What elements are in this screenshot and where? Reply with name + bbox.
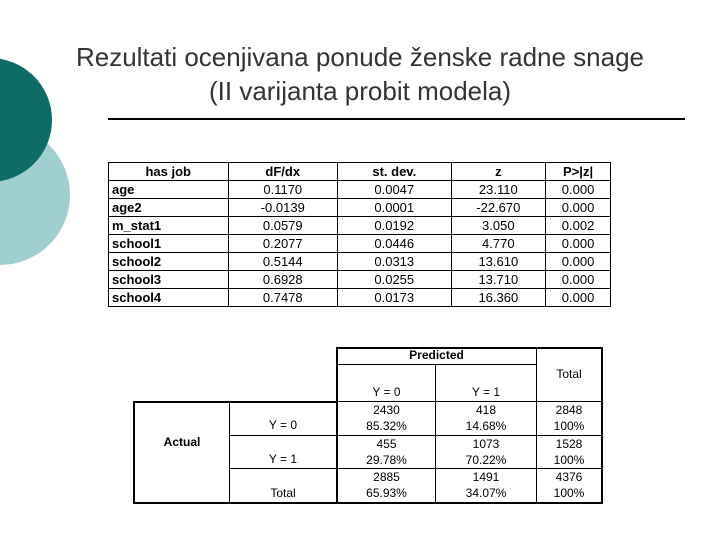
cell-dfdx: 0.5144 xyxy=(228,253,338,271)
cell-count: 2848 xyxy=(555,403,583,417)
classification-table xyxy=(133,347,603,504)
cell-percent: 70.22% xyxy=(465,453,507,467)
row-label: age xyxy=(109,181,229,199)
header-z: z xyxy=(451,163,546,181)
table-row xyxy=(109,217,611,235)
cell-percent: 34.07% xyxy=(465,486,507,500)
cell-p-value: 0.000 xyxy=(546,271,611,289)
table-row xyxy=(109,199,611,217)
row-label: age2 xyxy=(109,199,229,217)
row-label: school4 xyxy=(109,289,229,307)
cell-p-value: 0.000 xyxy=(546,199,611,217)
cell-std-dev: 0.0173 xyxy=(338,289,451,307)
border-line xyxy=(133,401,338,403)
cell-std-dev: 0.0313 xyxy=(338,253,451,271)
cell-count: 1073 xyxy=(472,437,500,451)
header-has-job: has job xyxy=(109,163,229,181)
cell-percent: 85.32% xyxy=(366,419,407,433)
cell-p-value: 0.000 xyxy=(546,253,611,271)
table-row xyxy=(109,253,611,271)
col-total-label: Total xyxy=(556,367,582,381)
cell-percent: 100% xyxy=(553,486,585,500)
row-label: school3 xyxy=(109,271,229,289)
col-y0-label: Y = 0 xyxy=(372,385,401,399)
header-dfdx: dF/dx xyxy=(228,163,338,181)
cell-z: -22.670 xyxy=(451,199,546,217)
cell-z: 23.110 xyxy=(451,181,546,199)
header-std-dev: st. dev. xyxy=(338,163,451,181)
row-y0-label: Y = 0 xyxy=(268,418,298,432)
cell-percent: 100% xyxy=(553,419,585,433)
border-line xyxy=(336,364,536,365)
cell-percent: 14.68% xyxy=(465,419,507,433)
cell-count: 455 xyxy=(376,437,397,451)
title-line-2: (II varijanta probit modela) xyxy=(208,76,512,106)
border-line xyxy=(133,401,135,504)
row-label: school1 xyxy=(109,235,229,253)
cell-std-dev: 0.0255 xyxy=(338,271,451,289)
predicted-label: Predicted xyxy=(409,348,464,362)
slide-title xyxy=(40,40,680,108)
cell-z: 16.360 xyxy=(451,289,546,307)
cell-dfdx: 0.0579 xyxy=(228,217,338,235)
title-line-1: Rezultati ocenjivana ponude ženske radne snage xyxy=(75,42,645,72)
cell-count: 1491 xyxy=(472,470,500,484)
cell-count: 2885 xyxy=(373,470,400,484)
cell-count: 4376 xyxy=(555,470,583,484)
cell-percent: 65.93% xyxy=(366,486,407,500)
cell-count: 2430 xyxy=(373,403,400,417)
table-row xyxy=(109,271,611,289)
cell-z: 13.610 xyxy=(451,253,546,271)
cell-percent: 29.78% xyxy=(366,453,407,467)
cell-p-value: 0.000 xyxy=(546,289,611,307)
col-y1-label: Y = 1 xyxy=(471,385,501,399)
table-row xyxy=(109,289,611,307)
cell-std-dev: 0.0001 xyxy=(338,199,451,217)
row-label: m_stat1 xyxy=(109,217,229,235)
header-p-value: P>|z| xyxy=(546,163,611,181)
actual-label: Actual xyxy=(163,435,201,449)
cell-count: 1528 xyxy=(555,437,583,451)
cell-p-value: 0.000 xyxy=(546,235,611,253)
cell-z: 4.770 xyxy=(451,235,546,253)
cell-dfdx: 0.6928 xyxy=(228,271,338,289)
cell-dfdx: -0.0139 xyxy=(228,199,338,217)
table-row xyxy=(109,235,611,253)
cell-p-value: 0.000 xyxy=(546,181,611,199)
coefficients-header-row xyxy=(109,163,611,181)
cell-std-dev: 0.0446 xyxy=(338,235,451,253)
cell-z: 13.710 xyxy=(451,271,546,289)
border-line xyxy=(133,502,603,504)
cell-percent: 100% xyxy=(553,453,585,467)
table-row xyxy=(109,181,611,199)
coefficients-table xyxy=(108,162,611,307)
cell-count: 418 xyxy=(475,403,497,417)
cell-std-dev: 0.0047 xyxy=(338,181,451,199)
cell-z: 3.050 xyxy=(451,217,546,235)
border-line xyxy=(601,347,603,504)
cell-dfdx: 0.1170 xyxy=(228,181,338,199)
row-total-label: Total xyxy=(270,486,296,500)
row-label: school2 xyxy=(109,253,229,271)
cell-dfdx: 0.7478 xyxy=(228,289,338,307)
cell-std-dev: 0.0192 xyxy=(338,217,451,235)
cell-p-value: 0.002 xyxy=(546,217,611,235)
row-y1-label: Y = 1 xyxy=(268,452,298,466)
cell-dfdx: 0.2077 xyxy=(228,235,338,253)
title-divider xyxy=(108,118,685,120)
